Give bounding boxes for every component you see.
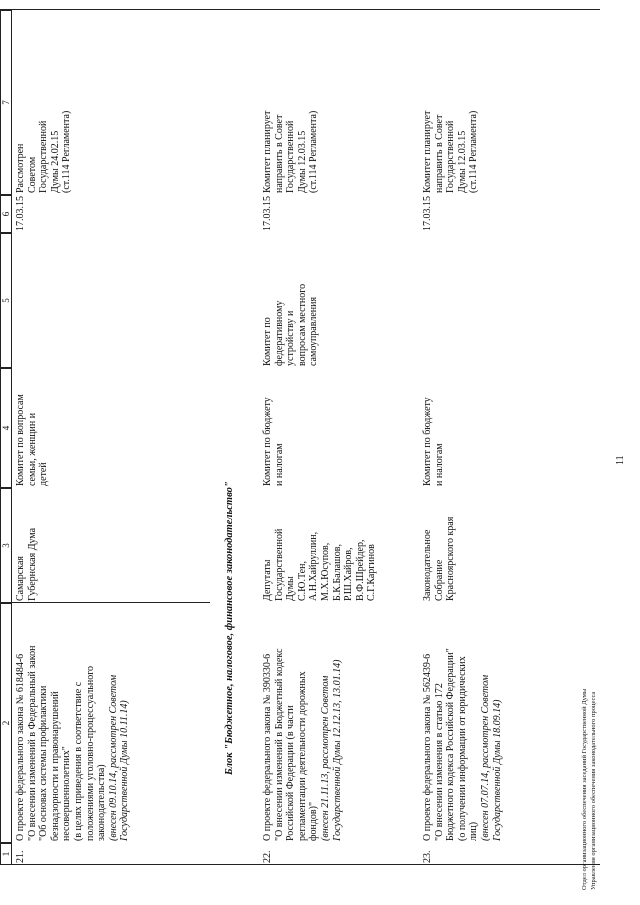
col-rule-4 [0,367,12,368]
bill-status: Комитет планирует направить в Совет Государственной Думы 12.03.15 (ст.114 Регламента) [422,110,480,193]
bill-author: Депутаты Государственной Думы С.Ю.Тен, А.Н.Хайруллин, М.Х.Юсупов, Б.К.Балашов, Р.Ш.Хайров, В.Ф.Шрейдер, С.Г.Каргинов [262,528,378,601]
header-col-3: 3 [0,488,12,603]
header-col-1: 1 [0,843,12,865]
review-date: 17.03.15 [15,196,26,231]
bill-author: Самарская Губернская Дума [15,527,38,601]
header-col-7: 7 [0,10,12,195]
bill-description: О проекте федерального закона № 390330-6 "О внесении изменений в Бюджетный кодекс Российской Федерации (в части регламентации деятельности дорожных фондов)" (внесен 21.11.13, рассмотрен Советом Государственной Думы 12.12.13, 13.01.14) [262,648,343,841]
page-number: 11 [615,455,626,465]
table-left-border [0,864,600,865]
header-col-6: 6 [0,195,12,233]
review-date: 17.03.15 [262,196,273,231]
header-col-2: 2 [0,603,12,843]
legislation-table [0,10,600,865]
bill-status: Комитет планирует направить в Совет Государственной Думы 12.03.15 (ст.114 Регламента) [262,110,320,193]
col-rule-3 [0,487,12,488]
col-rule-1 [0,842,12,843]
col-rule-5 [0,232,12,233]
row-number: 22. [262,850,273,863]
footer-line: Управления организационного обеспечения законодательного процесса [590,691,597,890]
block-title: Блок "Бюджетное, налоговое, финансовое законодательство" [224,481,235,775]
responsible-committee: Комитет по вопросам семьи, женщин и детей [15,394,50,486]
bill-description: О проекте федерального закона № 618484-6 "О внесении изменений в Федеральный закон "Об основах системы профилактики безнадзорности и правонарушений несовершеннолетних" (в целях приведения в соответствие с положениями уголовно-процессуального законодательства) (внесен 09.10.14, рассмотрен Советом Государственной Думы 10.11.14) [15,645,131,841]
bill-author: Законодательное Собрание Красноярского края [422,516,457,601]
responsible-committee: Комитет по бюджету и налогам [422,397,445,486]
header-col-4: 4 [0,368,12,488]
review-date: 17.03.15 [422,196,433,231]
header-col-5: 5 [0,233,12,368]
col-rule-6 [0,194,12,195]
row-number: 21. [15,850,26,863]
row-number: 23. [422,850,433,863]
bill-status: Рассмотрен Советом Государственной Думы 24.02.15 (ст.114 Регламента) [15,110,73,193]
responsible-committee: Комитет по бюджету и налогам [262,397,285,486]
co-executor-committee: Комитет по федеративному устройству и вопросам местного самоуправления [262,283,320,366]
footer-note [580,689,598,890]
bill-description: О проекте федерального закона № 562439-6 "О внесении изменения в статью 172 Бюджетного кодекса Российской Федерации" (о получении информации от юридических лиц) (внесен 07.07.14, рассмотрен Советом Государственной Думы 18.09.14) [422,648,503,841]
footer-line: Отдел организационного обеспечения заседаний Государственной Думы [581,688,588,890]
